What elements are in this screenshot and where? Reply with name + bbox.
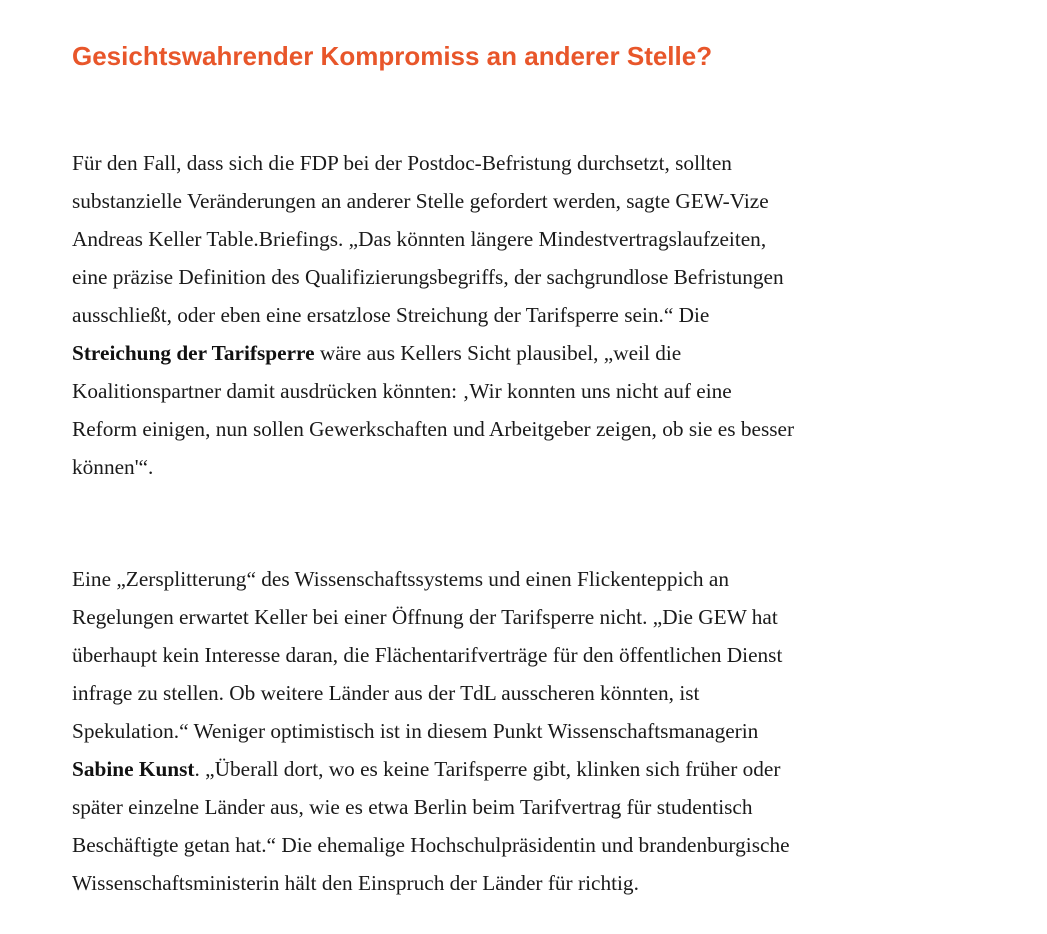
paragraph-1-line: wäre aus Kellers Sicht plausibel, „weil die (314, 341, 682, 365)
paragraph-2-line: überhaupt kein Interesse daran, die Flächentarifverträge für den öffentlichen Dienst (72, 643, 783, 667)
paragraph-2-line: Beschäftigte getan hat.“ Die ehemalige Hochschulpräsidentin und brandenburgische (72, 833, 790, 857)
paragraph-1-line: eine präzise Definition des Qualifizierungsbegriffs, der sachgrundlose Befristungen (72, 265, 784, 289)
paragraph-2-line: Eine „Zersplitterung“ des Wissenschaftssystems und einen Flickenteppich an (72, 567, 730, 591)
paragraph-1 (72, 144, 972, 486)
article (72, 38, 972, 902)
paragraph-1-line: Koalitionspartner damit ausdrücken könnten: ‚Wir konnten uns nicht auf eine (72, 379, 732, 403)
paragraph-2 (72, 560, 972, 902)
paragraph-2-line: Wissenschaftsministerin hält den Einspruch der Länder für richtig. (72, 871, 639, 895)
highlight-person-name: Sabine Kunst (72, 757, 195, 781)
paragraph-1-line: Für den Fall, dass sich die FDP bei der Postdoc-Befristung durchsetzt, sollten (72, 151, 732, 175)
paragraph-1-line: können'“. (72, 455, 154, 479)
paragraph-2-line: Regelungen erwartet Keller bei einer Öffnung der Tarifsperre nicht. „Die GEW hat (72, 605, 778, 629)
article-headline: Gesichtswahrender Kompromiss an anderer Stelle? (72, 41, 713, 71)
paragraph-2-line: später einzelne Länder aus, wie es etwa Berlin beim Tarifvertrag für studentisch (72, 795, 753, 819)
paragraph-1-line: Andreas Keller Table.Briefings. „Das könnten längere Mindestvertragslaufzeiten, (72, 227, 767, 251)
paragraph-1-line: substanzielle Veränderungen an anderer Stelle gefordert werden, sagte GEW-Vize (72, 189, 769, 213)
paragraph-2-line: infrage zu stellen. Ob weitere Länder aus der TdL ausscheren könnten, ist (72, 681, 700, 705)
paragraph-1-line: ausschließt, oder eben eine ersatzlose Streichung der Tarifsperre sein.“ Die (72, 303, 710, 327)
paragraph-2-line: . „Überall dort, wo es keine Tarifsperre gibt, klinken sich früher oder (194, 757, 781, 781)
highlight-tarifsperre: Streichung der Tarifsperre (72, 341, 315, 365)
paragraph-1-line: Reform einigen, nun sollen Gewerkschaften und Arbeitgeber zeigen, ob sie es besser (72, 417, 795, 441)
paragraph-2-line: Spekulation.“ Weniger optimistisch ist in diesem Punkt Wissenschaftsmanagerin (72, 719, 759, 743)
